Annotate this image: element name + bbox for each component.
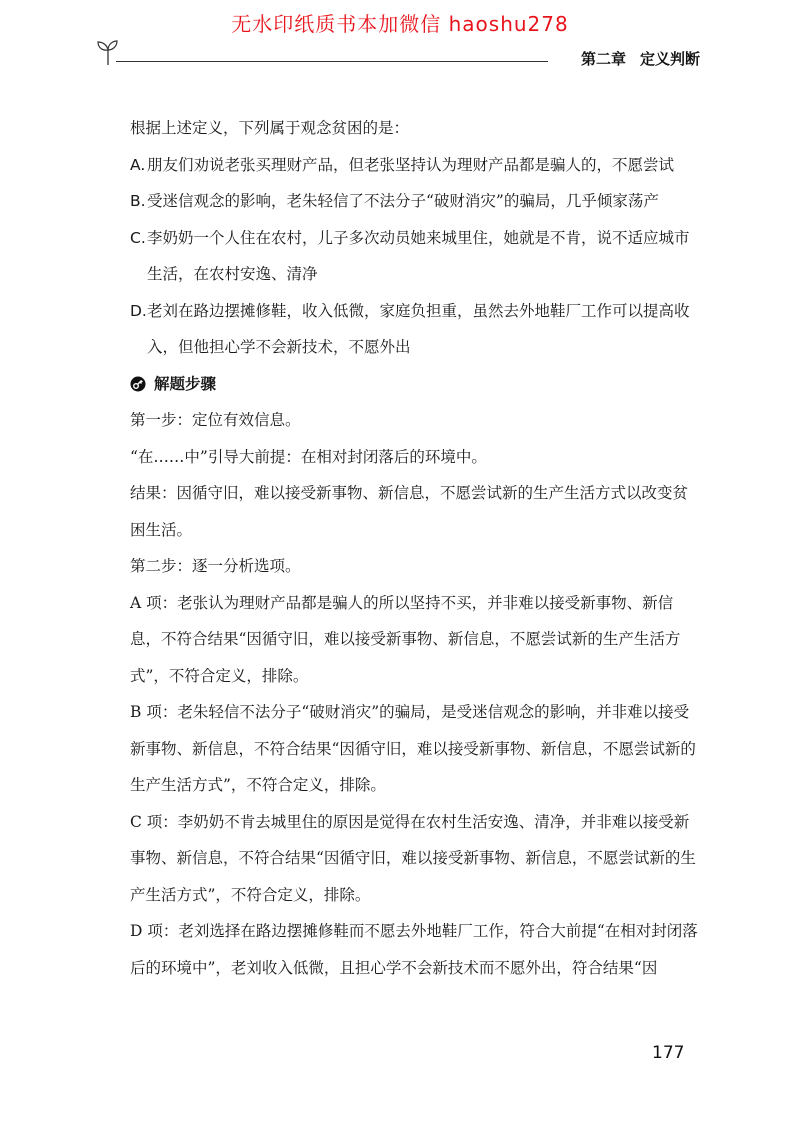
page-number: 177 bbox=[652, 1043, 685, 1063]
option-label: D. bbox=[130, 301, 147, 320]
analysis-option-d: D 项：老刘选择在路边摆摊修鞋而不愿去外地鞋厂工作，符合大前提“在相对封闭落后的环境中”，老刘收入低微，且担心学不会新技术而不愿外出，符合结果“因 bbox=[130, 922, 698, 977]
watermark-text: 无水印纸质书本加微信 haoshu278 bbox=[231, 12, 569, 36]
option-c bbox=[130, 220, 702, 293]
key-icon bbox=[130, 376, 146, 392]
option-text: 受迷信观念的影响，老朱轻信了不法分子“破财消灾”的骗局，几乎倾家荡产 bbox=[147, 192, 659, 210]
question-prompt: 根据上述定义，下列属于观念贫困的是： bbox=[130, 119, 410, 137]
solution-result: 结果：因循守旧，难以接受新事物、新信息，不愿尝试新的生产生活方式以改变贫困生活。 bbox=[130, 484, 689, 539]
page-header bbox=[96, 36, 700, 68]
option-text: 朋友们劝说老张买理财产品，但老张坚持认为理财产品都是骗人的，不愿尝试 bbox=[147, 155, 675, 174]
chapter-title: 定义判断 bbox=[639, 50, 700, 68]
analysis-option-a: A 项：老张认为理财产品都是骗人的所以坚持不买，并非难以接受新事物、新信息，不符合结果“因循守旧，难以接受新事物、新信息，不愿尝试新的生产生活方式”，不符合定义，排除。 bbox=[130, 593, 681, 685]
sprout-icon bbox=[96, 38, 120, 70]
solution-step-1: 第一步：定位有效信息。 bbox=[130, 411, 301, 429]
solution-step-2: 第二步：逐一分析选项。 bbox=[130, 557, 301, 575]
option-text: 李奶奶一个人住在农村，儿子多次动员她来城里住，她就是不肯，说不适应城市生活，在农村安逸、清净 bbox=[147, 228, 690, 283]
solution-heading bbox=[130, 366, 702, 403]
option-label: B. bbox=[130, 192, 146, 210]
analysis-option-c: C 项：李奶奶不肯去城里住的原因是觉得在农村生活安逸、清净，并非难以接受新事物、新信息，不符合结果“因循守旧，难以接受新事物、新信息，不愿尝试新的生产生活方式”，不符合定义，排除。 bbox=[130, 812, 696, 904]
option-d bbox=[130, 293, 702, 366]
chapter-heading bbox=[581, 48, 700, 69]
solution-premise: “在……中”引导大前提：在相对封闭落后的环境中。 bbox=[130, 447, 487, 466]
option-text: 老刘在路边摆摊修鞋，收入低微，家庭负担重，虽然去外地鞋厂工作可以提高收入，但他担心学不会新技术，不愿外出 bbox=[147, 301, 690, 356]
option-label: C. bbox=[130, 228, 146, 247]
page-content bbox=[130, 110, 702, 986]
option-b bbox=[130, 183, 702, 220]
header-divider bbox=[116, 61, 548, 62]
solution-heading-text: 解题步骤 bbox=[154, 374, 217, 393]
analysis-option-b: B 项：老朱轻信不法分子“破财消灾”的骗局，是受迷信观念的影响，并非难以接受新事物、新信息，不符合结果“因循守旧，难以接受新事物、新信息，不愿尝试新的生产生活方式”，不符合定义，排除。 bbox=[130, 703, 696, 794]
chapter-number: 第二章 bbox=[580, 50, 626, 68]
option-a bbox=[130, 147, 702, 184]
option-label: A. bbox=[130, 155, 146, 174]
